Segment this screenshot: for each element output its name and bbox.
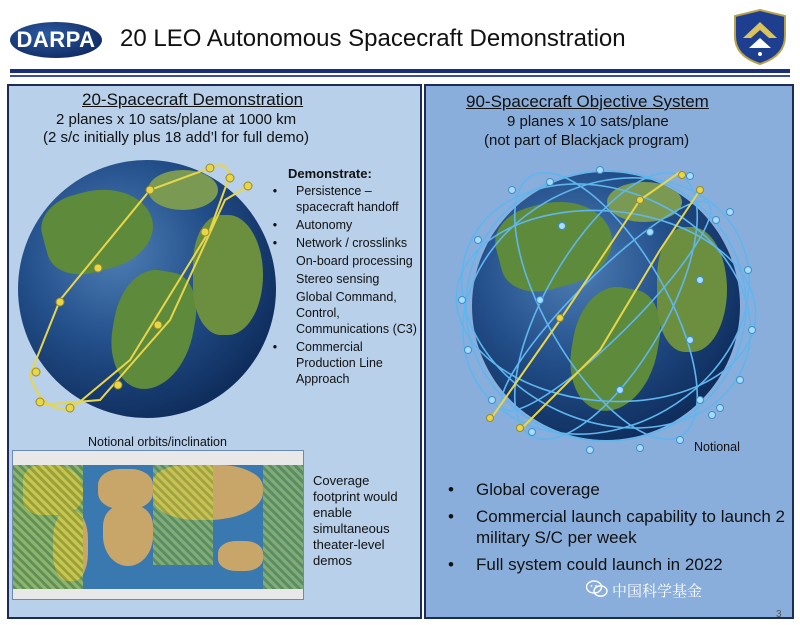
right-panel-heading: 90-Spacecraft Objective System	[466, 92, 709, 111]
list-item: On-board processing	[296, 254, 413, 268]
bullet-icon: •	[448, 480, 454, 499]
watermark-text: 中国科学基金	[612, 583, 703, 600]
bullet-icon: •	[272, 218, 278, 232]
list-item: • Persistence – spacecraft handoff	[270, 183, 418, 215]
bullet-icon: •	[448, 555, 454, 574]
bullet-icon: •	[272, 340, 278, 354]
left-globe-caption: Notional orbits/inclination	[88, 435, 227, 449]
page-number: 3	[776, 609, 782, 620]
right-bullet-list	[446, 479, 786, 581]
list-item: • Autonomy	[270, 217, 418, 233]
right-panel-line1: 9 planes x 10 sats/plane	[507, 113, 669, 130]
left-panel-heading: 20-Spacecraft Demonstration	[82, 90, 304, 109]
bullet-icon: •	[272, 236, 278, 250]
demonstrate-title: Demonstrate:	[288, 166, 372, 181]
bullet-icon: •	[272, 184, 278, 198]
bullet-icon: •	[448, 507, 454, 526]
list-item: • Network / crosslinks	[270, 235, 418, 251]
list-item: • Full system could launch in 2022	[448, 555, 723, 574]
right-globe-caption: Notional	[694, 440, 740, 454]
list-item: • Global coverage	[448, 480, 600, 499]
left-panel-line1: 2 planes x 10 sats/plane at 1000 km	[56, 111, 297, 128]
list-item: • Commercial Production Line Approach	[270, 339, 418, 387]
list-item: • Commercial launch capability to launch 2 military S/C per week	[448, 507, 785, 547]
coverage-text: Coverage footprint would enable simultaneous theater-level demos	[313, 473, 398, 568]
list-item: Stereo sensing	[296, 272, 380, 286]
right-panel-line2: (not part of Blackjack program)	[484, 132, 690, 149]
darpa-logo: DARPA	[10, 22, 102, 58]
wechat-icon	[586, 580, 608, 598]
slide-title: 20 LEO Autonomous Spacecraft Demonstration	[120, 25, 626, 52]
left-panel-line2: (2 s/c initially plus 18 add’l for full demo)	[43, 129, 309, 146]
list-item: Global Command, Control, Communications (C3)	[296, 290, 417, 336]
